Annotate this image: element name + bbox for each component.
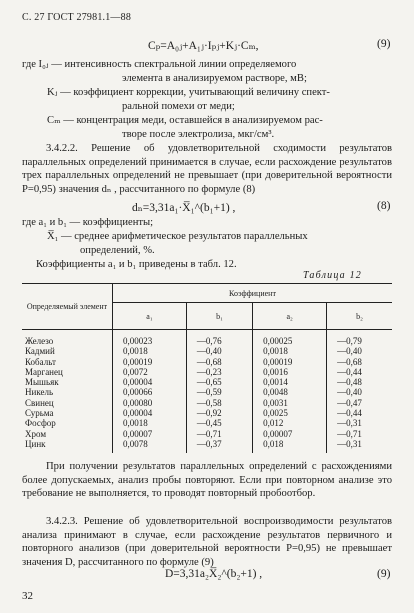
where-ioj-cont: элемента в анализируемом растворе, мВ;	[122, 73, 307, 84]
where-kj-cont: ральной помехи от меди;	[122, 101, 235, 112]
table-row	[22, 377, 392, 387]
cell-a1: 0,00066	[113, 387, 187, 397]
formula-8: dₙ=3,31a₁·X̅₁^(b₁+1) ,	[132, 202, 236, 214]
cell-a1: 0,0078	[113, 439, 187, 453]
cell-a1: 0,00019	[113, 357, 187, 367]
cell-a2: 0,00025	[253, 330, 327, 347]
cell-element: Сурьма	[25, 408, 54, 419]
table-row	[22, 398, 392, 408]
cell-a2: 0,018	[253, 439, 327, 453]
cell-a2: 0,0016	[253, 367, 327, 377]
where-cm: Cₘ — концентрация меди, оставшейся в анализируемом рас-	[47, 115, 323, 126]
where-ab: где a₁ и b₁ — коэффициенты;	[22, 217, 154, 228]
formula-9b-number: (9)	[377, 568, 391, 580]
table-row	[22, 387, 392, 397]
cell-a1: 0,00007	[113, 429, 187, 439]
cell-b2: —0,48	[327, 377, 392, 387]
cell-b1: —0,40	[186, 346, 252, 356]
page-header: С. 27 ГОСТ 27981.1—88	[22, 12, 132, 23]
formula-9-reproducibility: D=3,31a₂X̅₂^(b₂+1) ,	[165, 568, 263, 580]
cell-element: Кобальт	[25, 356, 56, 367]
col-element-header: Определяемый элемент	[26, 302, 108, 311]
col-a2: a₂	[253, 303, 327, 330]
cell-a1: 0,00080	[113, 398, 187, 408]
cell-b1: —0,37	[186, 439, 252, 453]
cell-b1: —0,59	[186, 387, 252, 397]
cell-b2: —0,40	[327, 387, 392, 397]
col-a1: a₁	[113, 303, 187, 330]
page-number: 32	[22, 590, 33, 602]
cell-element: Хром	[25, 428, 47, 439]
cell-a2: 0,0014	[253, 377, 327, 387]
paragraph-3-4-2-3: 3.4.2.3. Решение об удовлетворительной воспроизводимости результатов анализа принимают в случае, если расхождение результатов первичного и повторного анализов (при доверительной вероятности P=0,95) не превышает значения D, рассчитанного по формуле (9)	[22, 516, 392, 568]
cell-a2: 0,00019	[253, 357, 327, 367]
col-b2: b₂	[327, 303, 392, 330]
formula-9-number: (9)	[377, 38, 391, 50]
cell-a2: 0,0018	[253, 346, 327, 356]
table-caption: Таблица 12	[303, 270, 362, 281]
cell-a1: 0,0018	[113, 346, 187, 356]
cell-a2: 0,0048	[253, 387, 327, 397]
table-row	[22, 439, 392, 453]
cell-b2: —0,47	[327, 398, 392, 408]
cell-element: Фосфор	[25, 418, 56, 429]
where-cm-cont: творе после электролиза, мкг/см³.	[122, 129, 275, 140]
where-x1-cont: определений, %.	[80, 245, 155, 256]
cell-element: Кадмий	[25, 346, 55, 357]
col-coefficient-header: Коэффициент	[113, 284, 393, 303]
table-row	[22, 418, 392, 428]
cell-element: Цинк	[25, 438, 46, 449]
formula-9: Cₚ=A₀ⱼ+A₁ⱼ·Iₚⱼ+Kⱼ·Cₘ,	[148, 40, 259, 52]
cell-b2: —0,44	[327, 408, 392, 418]
table-row	[22, 429, 392, 439]
table-row	[22, 357, 392, 367]
cell-b2: —0,68	[327, 357, 392, 367]
table-row	[22, 367, 392, 377]
cell-element: Свинец	[25, 397, 54, 408]
cell-element: Марганец	[25, 366, 63, 377]
cell-b2: —0,71	[327, 429, 392, 439]
cell-a2: 0,00007	[253, 429, 327, 439]
coefficients-note: Коэффициенты a₁ и b₁ приведены в табл. 12.	[36, 259, 237, 270]
cell-a1: 0,00023	[113, 330, 187, 347]
cell-a1: 0,0072	[113, 367, 187, 377]
table-body	[22, 330, 392, 454]
table-row	[22, 330, 392, 347]
cell-b1: —0,71	[186, 429, 252, 439]
paragraph-3-4-2-2: 3.4.2.2. Решение об удовлетворительной сходимости результатов параллельных определений принимается в случае, если расхождение результатов трех параллельных определений не превышает (при доверительной вероятности P=0,95) значения dₙ , рассчитанного по формуле (8)	[22, 143, 392, 195]
cell-b1: —0,76	[186, 330, 252, 347]
cell-element: Никель	[25, 387, 54, 398]
cell-b2: —0,40	[327, 346, 392, 356]
coefficients-table	[22, 283, 392, 453]
cell-a1: 0,00004	[113, 408, 187, 418]
cell-b1: —0,45	[186, 418, 252, 428]
cell-a1: 0,0018	[113, 418, 187, 428]
cell-a1: 0,00004	[113, 377, 187, 387]
cell-b1: —0,68	[186, 357, 252, 367]
paragraph-repeat: При получении результатов параллельных определений с расхождениями более допускаемых, анализ пробы повторяют. Если при повторном анализе это требование не выполняется, то проводят повторный пробоотбор.	[22, 461, 392, 499]
formula-8-number: (8)	[377, 200, 391, 212]
where-kj: Kⱼ — коэффициент коррекции, учитывающий величину спект-	[47, 87, 330, 98]
where-ioj: где I₀ⱼ — интенсивность спектральной линии определяемого	[22, 59, 297, 70]
cell-element: Мышьяк	[25, 377, 59, 388]
cell-b1: —0,65	[186, 377, 252, 387]
cell-b1: —0,92	[186, 408, 252, 418]
cell-b2: —0,79	[327, 330, 392, 347]
where-x1: X̅₁ — среднее арифметическое результатов параллельных	[47, 231, 308, 242]
cell-b1: —0,23	[186, 367, 252, 377]
cell-b2: —0,31	[327, 418, 392, 428]
cell-a2: 0,012	[253, 418, 327, 428]
cell-b2: —0,44	[327, 367, 392, 377]
cell-b1: —0,58	[186, 398, 252, 408]
cell-a2: 0,0031	[253, 398, 327, 408]
table-row	[22, 408, 392, 418]
cell-a2: 0,0025	[253, 408, 327, 418]
cell-b2: —0,31	[327, 439, 392, 453]
cell-element: Железо	[25, 336, 54, 346]
table-row	[22, 346, 392, 356]
col-b1: b₁	[186, 303, 252, 330]
